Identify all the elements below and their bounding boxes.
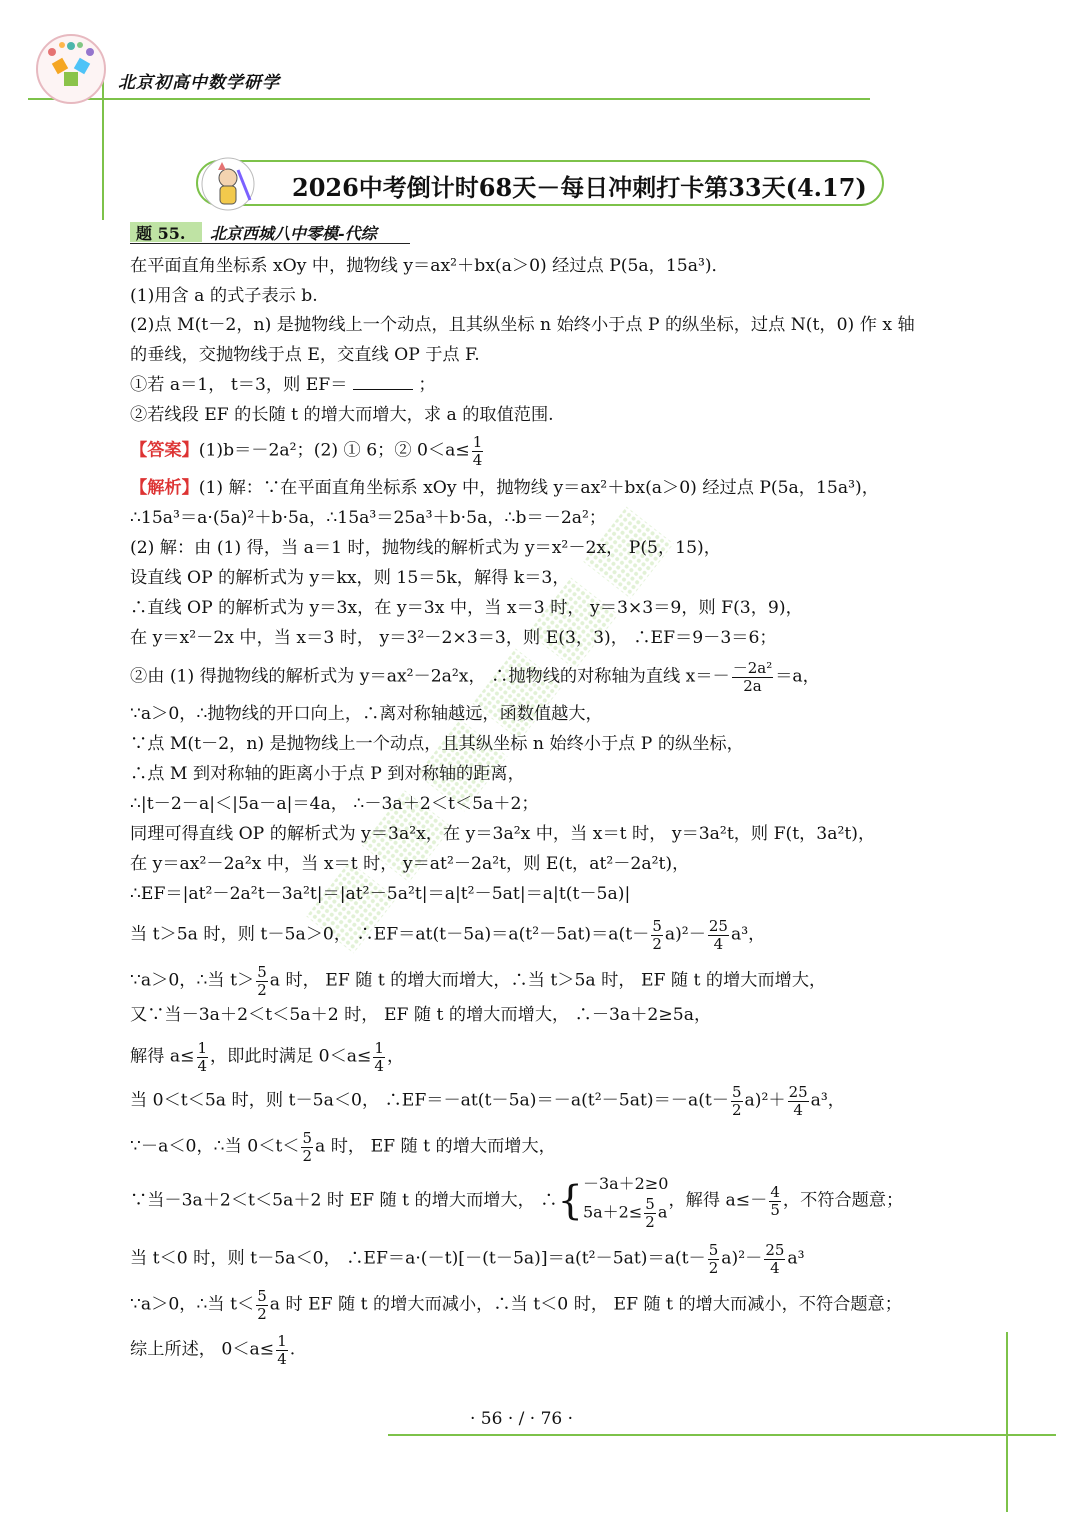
- system-brace: {: [557, 1178, 583, 1224]
- answer-body: (1)b＝－2a²；(2) ① 6；② 0＜a≤: [198, 440, 470, 461]
- subq-1-end: ；: [418, 375, 436, 395]
- problem-subq-1: [130, 374, 436, 396]
- footer-rule-vertical: [1006, 1332, 1008, 1512]
- fraction: $\frac{5}{2}$: [645, 1195, 655, 1231]
- solution-line-11: ∴|t－2－a|＜|5a－a|＝4a， ∴－3a＋2＜t＜5a＋2；: [130, 794, 539, 814]
- problem-part-2: (2)点 M(t－2，n) 是抛物线上一个动点，且其纵坐标 n 始终小于点 P 的纵坐标，过点 N(t，0) 作 x 轴: [130, 315, 915, 335]
- fraction: $\frac{25}{4}$: [765, 1241, 785, 1277]
- question-number: 题 55.: [136, 224, 186, 243]
- solution-line-3: (2) 解：由 (1) 得，当 a＝1 时，抛物线的解析式为 y＝x²－2x， P(5，15)，: [130, 538, 721, 558]
- solution-line-2: ∴15a³＝a·(5a)²＋b·5a，∴15a³＝25a³＋b·5a，∴b＝－2a²；: [130, 508, 607, 528]
- solution-line-22: 当 t＜0 时，则 t－5a＜0， ∴EF＝a·(－t)[－(t－5a)]＝a(t²－5at)＝a(t－ $\frac{5}{2}$ a)²－ $\frac{25}{4}$ a³: [130, 1241, 805, 1277]
- problem-subq-2: ②若线段 EF 的长随 t 的增大而增大，求 a 的取值范围.: [130, 405, 554, 425]
- page-number: · 56 · / · 76 ·: [470, 1409, 574, 1429]
- answer-line: [130, 434, 485, 468]
- solution-line-20: ∵－a＜0，∴当 0＜t＜ $\frac{5}{2}$ a 时， EF 随 t 的增大而增大，: [130, 1129, 556, 1165]
- subq-1-text: ①若 a＝1， t＝3，则 EF＝: [130, 375, 348, 395]
- fraction: $\frac{1}{4}$: [472, 433, 483, 469]
- footer-rule: [388, 1434, 1056, 1436]
- brand-name: 北京初高中数学研学: [118, 73, 280, 93]
- solution-line-1: 【解析】(1) 解：∵在平面直角坐标系 xOy 中，抛物线 y＝ax²＋bx(a＞0) 经过点 P(5a，15a³)，: [130, 478, 879, 498]
- solution-line-9: ∵点 M(t－2，n) 是抛物线上一个动点，且其纵坐标 n 始终小于点 P 的纵坐标，: [130, 734, 744, 754]
- solution-line-7: ②由 (1) 得抛物线的解析式为 y＝ax²－2a²x， ∴抛物线的对称轴为直线 x＝－ $\frac{\text{－2a²}}{2a}$ ＝a，: [130, 659, 820, 695]
- solution-line-4: 设直线 OP 的解析式为 y＝kx，则 15＝5k，解得 k＝3，: [130, 568, 570, 588]
- page-title: 2026中考倒计时68天－每日冲刺打卡第33天(4.17): [292, 173, 867, 202]
- fraction: $\frac{25}{4}$: [708, 917, 728, 953]
- solution-line-8: ∵a＞0，∴抛物线的开口向上，∴离对称轴越远，函数值越大，: [130, 704, 603, 724]
- solution-conclusion: 综上所述， 0＜a≤ $\frac{1}{4}$ .: [130, 1332, 296, 1368]
- fraction: $\frac{1}{4}$: [197, 1039, 208, 1075]
- solution-line-14: ∴EF＝|at²－2a²t－3a²t|＝|at²－5a²t|＝a|t²－5at|＝a|t(t－5a)|: [130, 884, 631, 904]
- tree-logo-icon: [38, 36, 104, 102]
- brand-logo: [36, 34, 106, 104]
- fraction: $\frac{5}{2}$: [302, 1129, 313, 1165]
- fraction: $\frac{5}{2}$: [708, 1241, 719, 1277]
- header-rule: [28, 98, 870, 100]
- fraction: $\frac{\text{－2a²}}{2a}$: [732, 659, 773, 695]
- solution-line-12: 同理可得直线 OP 的解析式为 y＝3a²x，在 y＝3a²x 中，当 x＝t 时， y＝3a²t，则 F(t，3a²t)，: [130, 824, 876, 844]
- fraction: $\frac{1}{4}$: [277, 1332, 287, 1368]
- solution-line-21: ∵当－3a＋2＜t＜5a＋2 时 EF 随 t 的增大而增大， ∴{ －3a＋2≥0 5a＋2≤ $\frac{5}{2}$ a ，解得 a≤－ $\frac{4}{5}$ ，不符合题意；: [130, 1174, 904, 1231]
- question-source: 北京西城八中零模-代综: [210, 224, 377, 243]
- solution-line-13: 在 y＝ax²－2a²x 中，当 x＝t 时， y＝at²－2a²t，则 E(t，at²－2a²t)，: [130, 854, 690, 874]
- solution-line-18: 解得 a≤ $\frac{1}{4}$ ，即此时满足 0＜a≤ $\frac{1}{4}$ ，: [130, 1039, 405, 1075]
- solution-line-5: ∴直线 OP 的解析式为 y＝3x，在 y＝3x 中，当 x＝3 时， y＝3×3＝9，则 F(3，9)，: [130, 598, 803, 618]
- solution-line-15: 当 t＞5a 时，则 t－5a＞0， ∴EF＝at(t－5a)＝a(t²－5at)＝a(t－ $\frac{5}{2}$ a)²－ $\frac{25}{4}$ a³，: [130, 917, 766, 953]
- solution-tag: 【解析】: [130, 478, 199, 498]
- fraction: $\frac{1}{4}$: [374, 1039, 384, 1075]
- solution-line-10: ∴点 M 到对称轴的距离小于点 P 到对称轴的距离，: [130, 764, 525, 784]
- fraction: $\frac{25}{4}$: [788, 1083, 808, 1119]
- fraction: $\frac{5}{2}$: [257, 963, 267, 999]
- mascot-icon: [198, 156, 260, 212]
- problem-part-2-cont: 的垂线，交抛物线于点 E，交直线 OP 于点 F.: [130, 345, 480, 365]
- problem-part-1: (1)用含 a 的式子表示 b.: [130, 286, 318, 306]
- answer-tag: 【答案】: [130, 440, 199, 461]
- solution-line-23: ∵a＞0，∴当 t＜ $\frac{5}{2}$ a 时 EF 随 t 的增大而减小，∴当 t＜0 时， EF 随 t 的增大而减小，不符合题意；: [130, 1287, 902, 1323]
- solution-line-19: 当 0＜t＜5a 时，则 t－5a＜0， ∴EF＝－at(t－5a)＝－a(t²－5at)＝－a(t－ $\frac{5}{2}$ a)²＋ $\frac{25}{4}$ a³，: [130, 1083, 845, 1119]
- answer-blank: [353, 389, 413, 390]
- inequality-system: －3a＋2≥0 5a＋2≤ $\frac{5}{2}$ a: [582, 1174, 669, 1231]
- problem-line-1: 在平面直角坐标系 xOy 中，抛物线 y＝ax²＋bx(a＞0) 经过点 P(5a，15a³)．: [130, 256, 729, 276]
- fraction: $\frac{5}{2}$: [257, 1287, 267, 1323]
- solution-line-16: ∵a＞0，∴当 t＞ $\frac{5}{2}$ a 时， EF 随 t 的增大而增大，∴当 t＞5a 时， EF 随 t 的增大而增大，: [130, 963, 827, 999]
- solution-line-17: 又∵当－3a＋2＜t＜5a＋2 时， EF 随 t 的增大而增大， ∴－3a＋2≥5a，: [130, 1005, 712, 1025]
- fraction: $\frac{5}{2}$: [732, 1083, 742, 1119]
- question-underline: [130, 243, 410, 244]
- fraction: $\frac{4}{5}$: [770, 1183, 780, 1219]
- fraction: $\frac{5}{2}$: [652, 917, 662, 953]
- solution-line-6: 在 y＝x²－2x 中，当 x＝3 时， y＝3²－2×3＝3，则 E(3，3)， ∴EF＝9－3＝6；: [130, 628, 777, 648]
